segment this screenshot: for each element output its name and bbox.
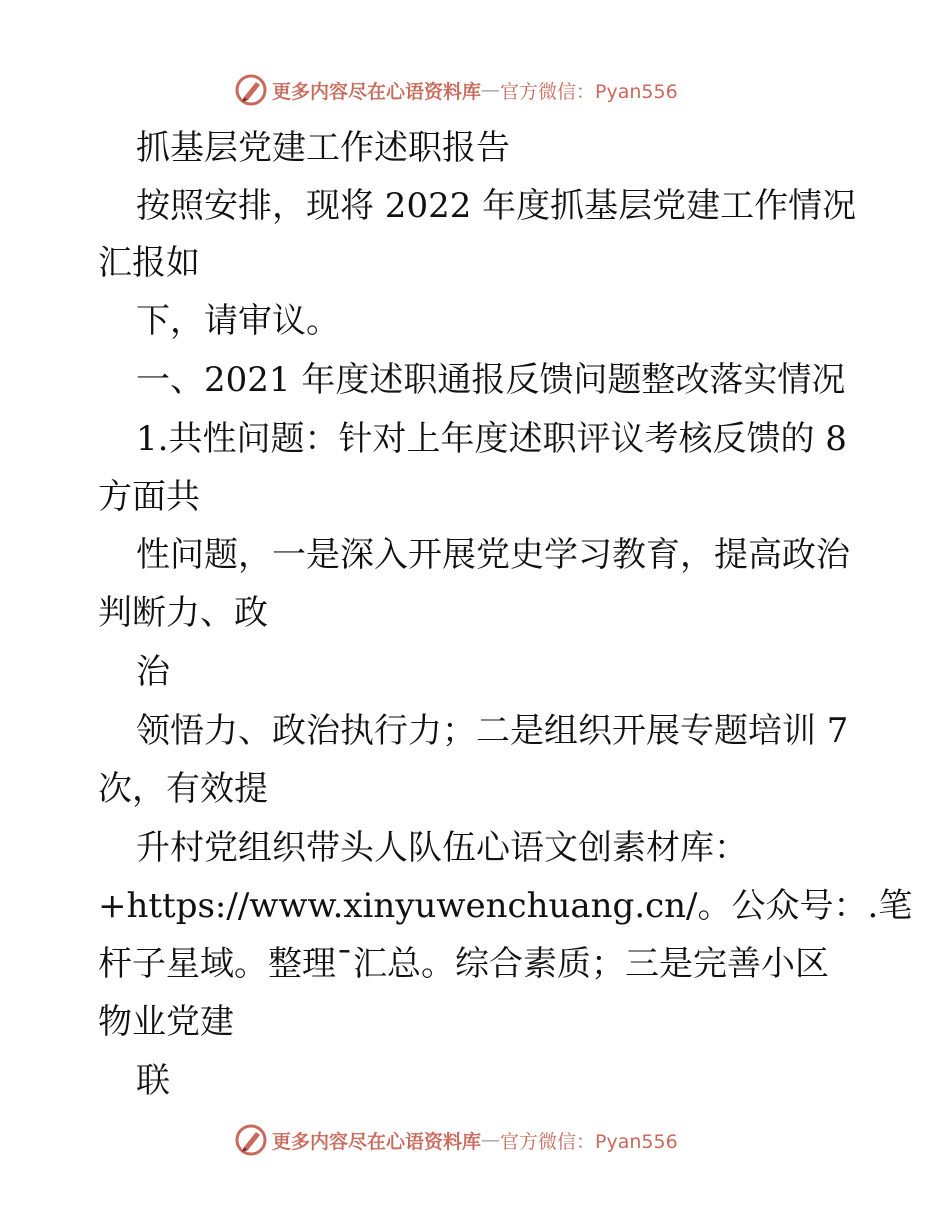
paragraph-line: 方面共 [98,477,200,517]
paragraph-line: 物业党建 [98,1002,234,1042]
watermark-text: 更多内容尽在心语资料库 [272,1130,482,1153]
watermark-wechat: 官方微信：Pyan556 [500,80,678,103]
watermark-text: 更多内容尽在心语资料库 [272,80,482,103]
paragraph-line: 性问题，一是深入开展党史学习教育，提高政治 [136,535,850,575]
watermark-separator: — [481,79,501,101]
section-heading: 一、2021 年度述职通报反馈问题整改落实情况 [136,360,846,400]
paragraph-line: 杆子星域。整理¯汇总。综合素质；三是完善小区 [98,944,829,984]
paragraph-line: 下，请审议。 [136,301,340,341]
paragraph-line: 判断力、政 [98,593,268,633]
paragraph-line: 汇报如 [98,243,200,283]
pen-logo-icon [234,1123,268,1157]
paragraph-line: 1.共性问题：针对上年度述职评议考核反馈的 8 [136,419,847,459]
paragraph-line: 按照安排，现将 2022 年度抓基层党建工作情况 [136,186,857,226]
document-title: 抓基层党建工作述职报告 [136,128,510,168]
paragraph-line: 升村党组织带头人队伍心语文创素材库： [136,828,748,868]
paragraph-line: 领悟力、政治执行力；二是组织开展专题培训 7 [136,711,849,751]
watermark-banner-top [234,72,678,108]
paragraph-line: 联 [136,1061,170,1101]
paragraph-line: +https://www.xinyuwenchuang.cn/。公众号：.笔 [98,886,913,926]
pen-logo-icon [234,73,268,107]
watermark-separator: — [481,1129,501,1151]
paragraph-line: 治 [136,652,170,692]
watermark-wechat: 官方微信：Pyan556 [500,1130,678,1153]
paragraph-line: 次，有效提 [98,769,268,809]
watermark-banner-bottom [234,1122,678,1158]
